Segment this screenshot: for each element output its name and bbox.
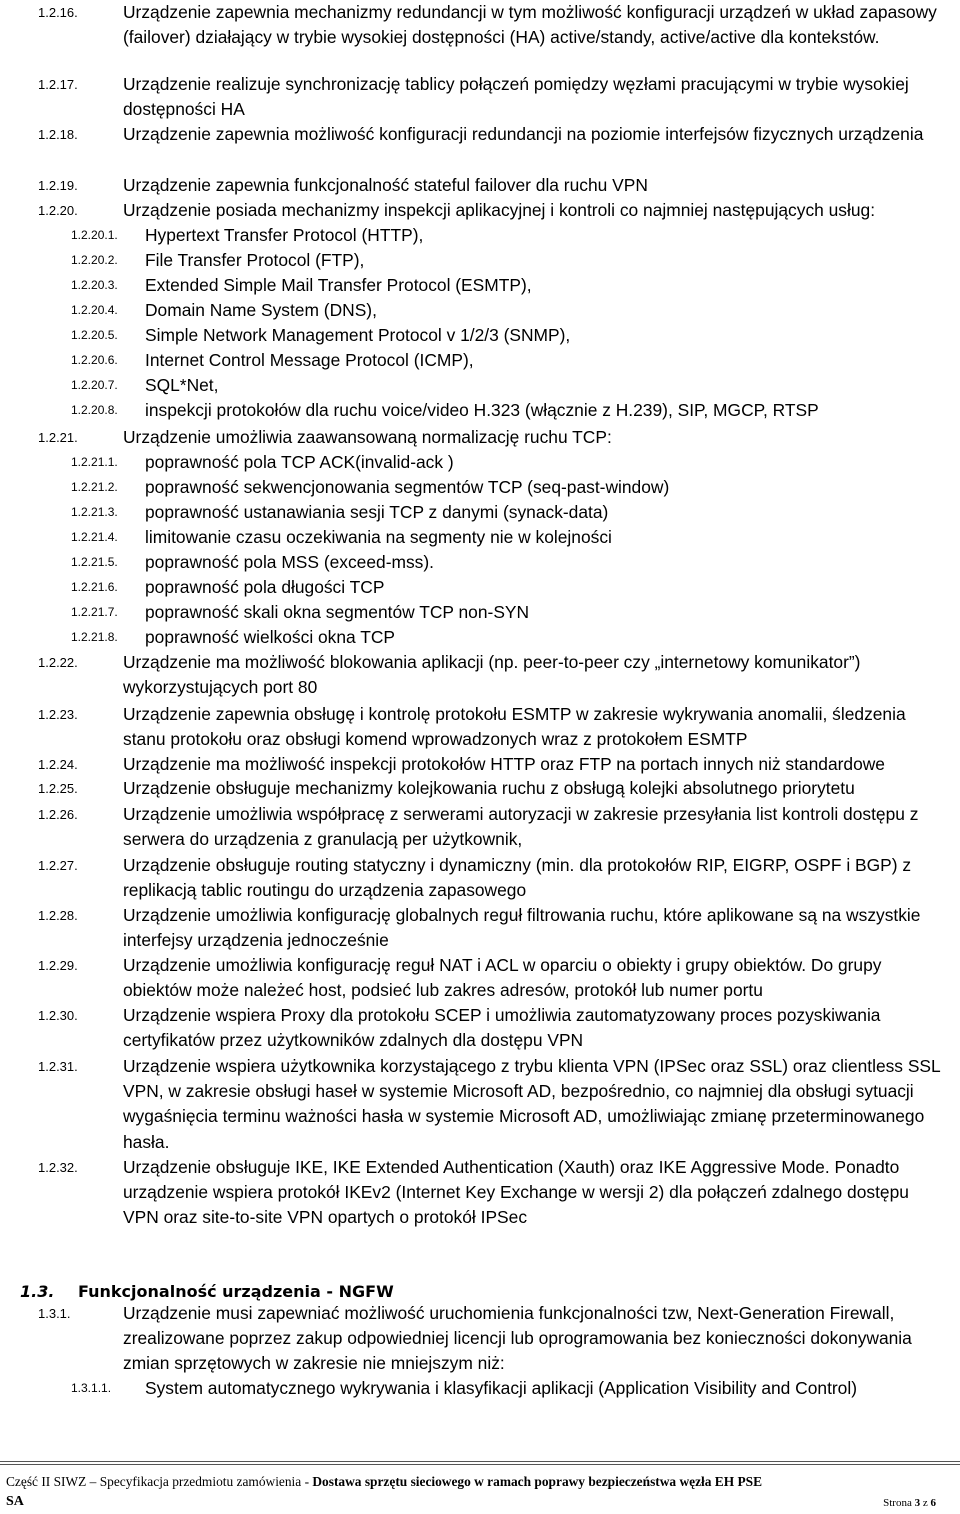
item-text: Urządzenie zapewnia mechanizmy redundancji w tym możliwość konfiguracji urządzeń w układ zapasowy (failover) działający w trybie wysokiej dostępności (HA) active/standy, active/active dla kontekstów. [123,2,937,48]
item-number: 1.2.21.1. [71,455,118,469]
section-heading [20,1280,920,1304]
item-number: 1.2.20.6. [71,353,118,367]
item-text: poprawność sekwencjonowania segmentów TCP (seq-past-window) [145,477,670,497]
footer-title: Dostawa sprzętu sieciowego w ramach poprawy bezpieczeństwa węzła EH PSE [312,1474,763,1489]
footer-sa: SA [6,1494,24,1509]
item-text: Urządzenie wspiera Proxy dla protokołu SCEP i umożliwia zautomatyzowany proces pozyskiwania certyfikatów przez użytkowników zdalnych dla dostępu VPN [123,1005,881,1051]
item-number: 1.2.18. [38,127,78,142]
item-number: 1.2.21.8. [71,630,118,644]
item-number: 1.2.17. [38,77,78,92]
item-text: poprawność pola długości TCP [145,577,385,597]
item-number: 1.2.20.5. [71,328,118,342]
item-text: Domain Name System (DNS), [145,300,377,320]
item-text: Urządzenie zapewnia obsługę i kontrolę protokołu ESMTP w zakresie wykrywania anomalii, śledzenia stanu protokołu oraz obsługi komend wprowadzonych wraz z protokołem ESMTP [123,704,906,750]
page-of: z [920,1497,931,1509]
footer-separator: - [301,1474,313,1489]
page-total: 6 [930,1497,936,1509]
item-number: 1.2.21.2. [71,480,118,494]
footer-separator: – [86,1474,100,1489]
item-number: 1.2.32. [38,1160,78,1175]
item-text: inspekcji protokołów dla ruchu voice/video H.323 (włącznie z H.239), SIP, MGCP, RTSP [145,400,819,420]
item-number: 1.2.21.5. [71,555,118,569]
item-number: 1.2.20. [38,203,78,218]
item-number: 1.2.26. [38,807,78,822]
item-number: 1.2.20.1. [71,228,118,242]
section-title: Funkcjonalność urządzenia - NGFW [78,1282,394,1301]
item-text: Urządzenie ma możliwość blokowania aplikacji (np. peer-to-peer czy „internetowy komunikator”) wykorzystujących port 80 [123,652,861,698]
item-text: poprawność ustanawiania sesji TCP z danymi (synack-data) [145,502,609,522]
item-text: Internet Control Message Protocol (ICMP), [145,350,474,370]
item-text: poprawność pola TCP ACK(invalid-ack ) [145,452,454,472]
item-number: 1.2.31. [38,1059,78,1074]
item-number: 1.2.24. [38,757,78,772]
item-number: 1.2.20.3. [71,278,118,292]
item-text: SQL*Net, [145,375,219,395]
item-text: Urządzenie zapewnia funkcjonalność stateful failover dla ruchu VPN [123,175,648,195]
item-text: limitowanie czasu oczekiwania na segmenty nie w kolejności [145,527,612,547]
item-number: 1.2.21.3. [71,505,118,519]
footer-spec: Specyfikacja przedmiotu zamówienia [99,1474,302,1489]
item-number: 1.2.22. [38,655,78,670]
item-number: 1.2.16. [38,5,78,20]
item-number: 1.3.1. [38,1306,71,1321]
item-number: 1.2.30. [38,1008,78,1023]
item-text: Urządzenie ma możliwość inspekcji protokołów HTTP oraz FTP na portach innych niż standardowe [123,754,885,774]
item-number: 1.2.21.7. [71,605,118,619]
page-label: Strona [883,1497,915,1509]
item-number: 1.2.20.8. [71,403,118,417]
item-text: Urządzenie wspiera użytkownika korzystającego z trybu klienta VPN (IPSec oraz SSL) oraz clientless SSL VPN, w zakresie obsługi haseł w systemie Microsoft AD, bezpośrednio, co najmniej dla obsługi sytuacji wygaśnięcia terminu ważności hasła w systemie Microsoft AD, umożliwiając zmianę przeterminowanego hasła. [123,1056,941,1152]
item-text: poprawność pola MSS (exceed-mss). [145,552,434,572]
item-number: 1.2.23. [38,707,78,722]
footer-part: Część II SIWZ [6,1474,87,1489]
page-current: 3 [914,1497,921,1509]
item-text: Urządzenie obsługuje IKE, IKE Extended Authentication (Xauth) oraz IKE Aggressive Mode. Ponadto urządzenie wspiera protokół IKEv2 (Internet Key Exchange w wersji 2) dla połączeń zdalnego dostępu VPN oraz site-to-site VPN opartych o protokół IPSec [123,1157,909,1228]
item-text: Urządzenie musi zapewniać możliwość uruchomienia funkcjonalności tzw, Next-Generation Firewall, zrealizowane poprzez zakup odpowiedniej licencji lub oprogramowania bez konieczności dokonywania zmian sprzętowych w zakresie nie mniejszym niż: [123,1303,912,1374]
item-text: Urządzenie posiada mechanizmy inspekcji aplikacyjnej i kontroli co najmniej następujących usług: [123,200,876,220]
item-text: Urządzenie umożliwia konfigurację globalnych reguł filtrowania ruchu, które aplikowane są na wszystkie interfejsy urządzenia jednocześnie [123,905,921,951]
item-text: Urządzenie realizuje synchronizację tablicy połączeń pomiędzy węzłami pracującymi w trybie wysokiej dostępności HA [123,74,909,120]
item-text: poprawność skali okna segmentów TCP non-SYN [145,602,530,622]
item-text: Extended Simple Mail Transfer Protocol (ESMTP), [145,275,532,295]
footer-divider [0,1464,960,1465]
item-number: 1.2.25. [38,781,78,796]
page-number [883,1495,936,1511]
item-number: 1.2.21. [38,430,78,445]
item-text: Urządzenie umożliwia zaawansowaną normalizację ruchu TCP: [123,427,612,447]
item-text: Urządzenie umożliwia współpracę z serwerami autoryzacji w zakresie przesyłania list kontroli dostępu z serwera do urządzenia z granulacją per użytkownik, [123,804,919,850]
item-number: 1.2.21.4. [71,530,118,544]
item-text: Simple Network Management Protocol v 1/2/3 (SNMP), [145,325,571,345]
item-number: 1.2.20.2. [71,253,118,267]
item-number: 1.2.29. [38,958,78,973]
item-text: Urządzenie obsługuje routing statyczny i dynamiczny (min. dla protokołów RIP, EIGRP, OSPF i BGP) z replikacją tablic routingu do urządzenia zapasowego [123,855,912,901]
item-text: System automatycznego wykrywania i klasyfikacji aplikacji (Application Visibility and Control) [145,1378,858,1398]
item-number: 1.2.21.6. [71,580,118,594]
item-number: 1.2.20.4. [71,303,118,317]
item-number: 1.2.19. [38,178,78,193]
item-number: 1.3.1.1. [71,1381,112,1395]
item-number: 1.2.27. [38,858,78,873]
footer-text [6,1472,956,1492]
section-number: 1.3. [20,1282,55,1301]
item-text: Urządzenie zapewnia możliwość konfiguracji redundancji na poziomie interfejsów fizycznych urządzenia [123,124,924,144]
item-text: Hypertext Transfer Protocol (HTTP), [145,225,424,245]
item-number: 1.2.20.7. [71,378,118,392]
item-text: File Transfer Protocol (FTP), [145,250,365,270]
footer-divider [0,1461,960,1462]
item-text: Urządzenie obsługuje mechanizmy kolejkowania ruchu z obsługą kolejki absolutnego priorytetu [123,778,855,798]
item-text: Urządzenie umożliwia konfigurację reguł NAT i ACL w oparciu o obiekty i grupy obiektów. Do grupy obiektów może należeć host, podsieć lub zakres adresów, protokół lub numer portu [123,955,882,1001]
item-text: poprawność wielkości okna TCP [145,627,396,647]
item-number: 1.2.28. [38,908,78,923]
